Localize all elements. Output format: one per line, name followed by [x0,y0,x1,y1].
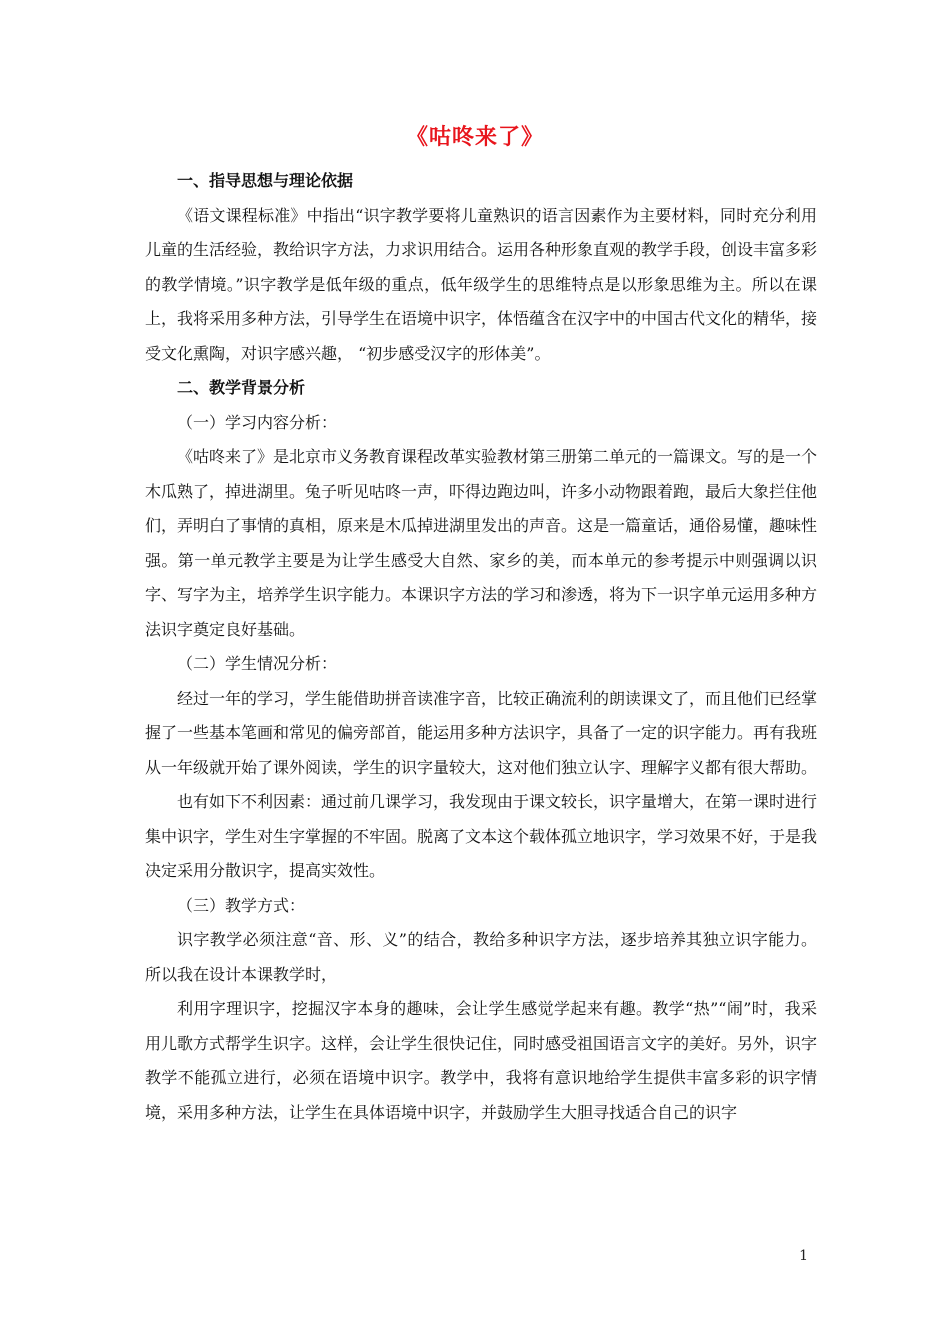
paragraph-unfavorable-factors: 也有如下不利因素：通过前几课学习，我发现由于课文较长，识字量增大，在第一课时进行集中识字，学生对生字掌握的不牢固。脱离了文本这个载体孤立地识字，学习效果不好，于是我决定采用分散识字，提高实效性。 [145,792,818,880]
document-title: 《咕咚来了》 [405,125,544,150]
paragraph-teaching-method-detail: 利用字理识字，挖掘汉字本身的趣味，会让学生感觉学起来有趣。教学“热”“闹”时，我采用儿歌方式帮学生识字。这样，会让学生很快记住，同时感受祖国语言文字的美好。另外，识字教学不能孤立进行，必须在语境中识字。教学中，我将有意识地给学生提供丰富多彩的识字情境，采用多种方法，让学生在具体语境中识字，并鼓励学生大胆寻找适合自己的识字 [145,999,818,1122]
subheading-teaching-method: （三）教学方式： [177,895,306,915]
paragraph-content-analysis: 《咕咚来了》是北京市义务教育课程改革实验教材第三册第二单元的一篇课文。写的是一个木瓜熟了，掉进湖里。兔子听见咕咚一声，吓得边跑边叫，许多小动物跟着跑，最后大象拦住他们，弄明白了事情的真相，原来是木瓜掉进湖里发出的声音。这是一篇童话，通俗易懂，趣味性强。第一单元教学主要是为让学生感受大自然、家乡的美，而本单元的参考提示中则强调以识字、写字为主，培养学生识字能力。本课识字方法的学习和渗透，将为下一识字单元运用多种方法识字奠定良好基础。 [145,447,818,639]
subheading-content-analysis: （一）学习内容分析： [177,412,338,432]
section-heading-guiding-ideas: 一、指导思想与理论依据 [177,171,354,190]
subheading-student-analysis: （二）学生情况分析： [177,654,338,673]
page-number: 1 [799,1248,808,1264]
paragraph-curriculum-standard: 《语文课程标准》中指出“识字教学要将儿童熟识的语言因素作为主要材料，同时充分利用儿童的生活经验，教给识字方法，力求识用结合。运用各种形象直观的教学手段，创设丰富多彩的教学情境。”识字教学是低年级的重点，低年级学生的思维特点是以形象思维为主。所以在课上，我将采用多种方法，引导学生在语境中识字，体悟蕴含在汉字中的中国古代文化的精华，接受文化熏陶，对识字感兴趣， “初步感受汉字的形体美”。 [145,205,818,363]
paragraph-teaching-method-intro: 识字教学必须注意“音、形、义”的结合，教给多种识字方法，逐步培养其独立识字能力。所以我在设计本课教学时， [145,930,817,984]
section-heading-background: 二、教学背景分析 [177,378,306,397]
paragraph-student-strengths: 经过一年的学习，学生能借助拼音读准字音，比较正确流利的朗读课文了，而且他们已经掌握了一些基本笔画和常见的偏旁部首，能运用多种方法识字，具备了一定的识字能力。再有我班从一年级就开始了课外阅读，学生的识字量较大，这对他们独立认字、理解字义都有很大帮助。 [145,688,818,777]
document-body [145,164,817,1130]
